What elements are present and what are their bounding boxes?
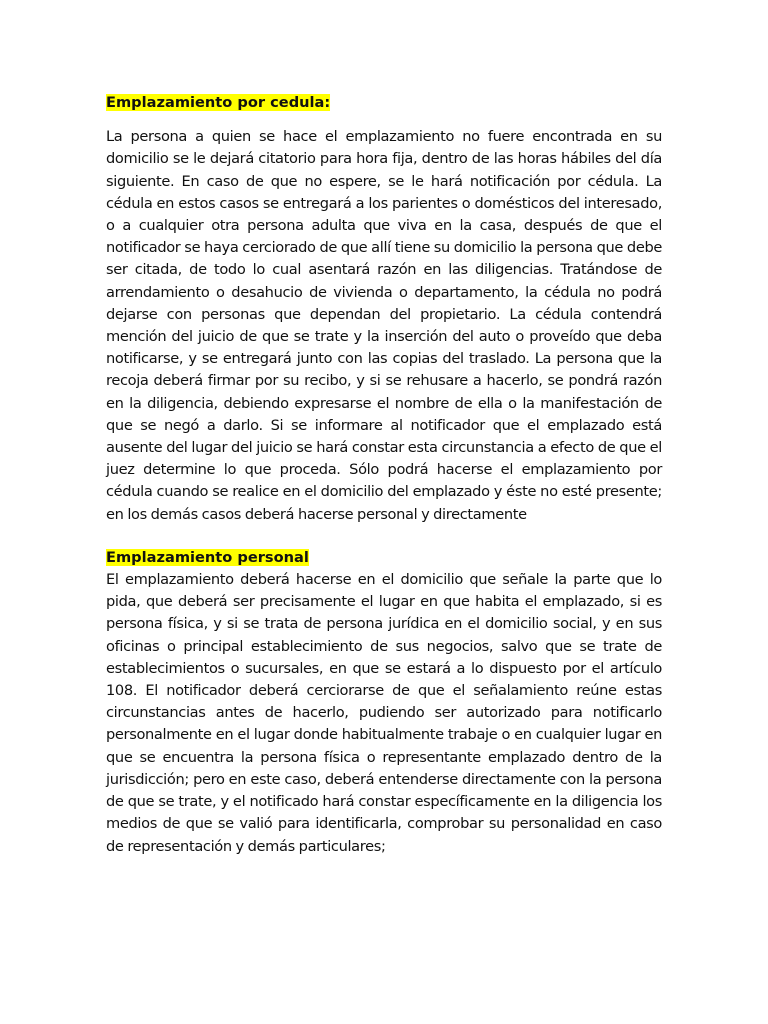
spacer xyxy=(106,114,662,126)
section-heading-line xyxy=(106,547,662,569)
section-body-emplazamiento-por-cedula: La persona a quien se hace el emplazamiento no fuere encontrada en su domicilio se le dejará citatorio para hora fija, dentro de las horas hábiles del día siguiente. En caso de que no espere, se le hará notificación por cédula. La cédula en estos casos se entregará a los parientes o domésticos del interesado, o a cualquier otra persona adulta que viva en la casa, después de que el notificador se haya cerciorado de que allí tiene su domicilio la persona que debe ser citada, de todo lo cual asentará razón en las diligencias. Tratándose de arrendamiento o desahucio de vivienda o departamento, la cédula no podrá dejarse con personas que dependan del propietario. La cédula contendrá mención del juicio de que se trate y la inserción del auto o proveído que deba notificarse, y se entregará junto con las copias del traslado. La persona que la recoja deberá firmar por su recibo, y si se rehusare a hacerlo, se pondrá razón en la diligencia, debiendo expresarse el nombre de ella o la manifestación de que se negó a darlo. Si se informare al notificador que el emplazado está ausente del lugar del juicio se hará constar esta circunstancia a efecto de que el juez determine lo que proceda. Sólo podrá hacerse el emplazamiento por cédula cuando se realice en el domicilio del emplazado y éste no esté presente; en los demás casos deberá hacerse personal y directamente xyxy=(106,128,662,523)
section-heading-line xyxy=(106,92,662,114)
section-heading-emplazamiento-personal: Emplazamiento personal xyxy=(106,548,309,566)
section-body-emplazamiento-personal: El emplazamiento deberá hacerse en el domicilio que señale la parte que lo pida, que deberá ser precisamente el lugar en que habita el emplazado, si es persona física, y si se trata de persona jurídica en el domicilio social, y en sus oficinas o principal establecimiento de sus negocios, salvo que se trate de establecimientos o sucursales, en que se estará a lo dispuesto por el artículo 108. El notificador deberá cerciorarse de que el señalamiento reúne estas circunstancias antes de hacerlo, pudiendo ser autorizado para notificarlo personalmente en el lugar donde habitualmente trabaje o en cualquier lugar en que se encuentra la persona física o representante emplazado dentro de la jurisdicción; pero en este caso, deberá entenderse directamente con la persona de que se trate, y el notificado hará constar específicamente en la diligencia los medios de que se valió para identificarla, comprobar su personalidad en caso de representación y demás particulares; xyxy=(106,571,662,855)
document-content xyxy=(106,92,662,858)
section-heading-emplazamiento-por-cedula: Emplazamiento por cedula: xyxy=(106,94,331,111)
spacer xyxy=(106,526,662,547)
